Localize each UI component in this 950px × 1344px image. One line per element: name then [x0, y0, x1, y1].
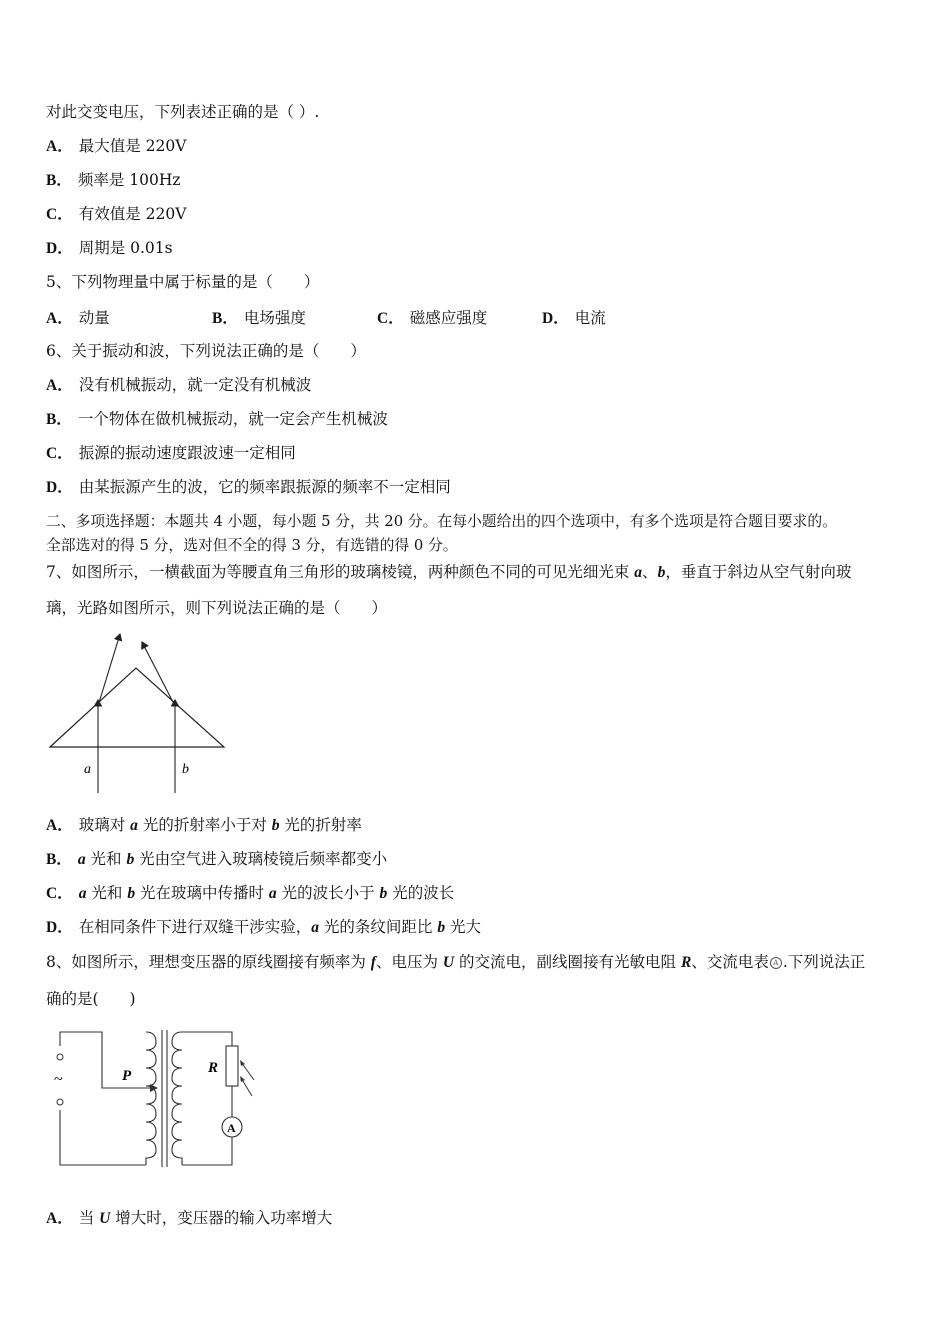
var-b: b — [379, 885, 388, 902]
secondary-return-wire — [182, 1137, 232, 1165]
q6-stem: 6、关于振动和波，下列说法正确的是（ ） — [46, 342, 366, 360]
option-key: B． — [46, 851, 72, 868]
q5-option-d — [542, 307, 606, 330]
option-text: 有效值是 220V — [78, 205, 187, 223]
option-text: 光的折射率 — [279, 816, 362, 834]
option-key: D． — [542, 310, 569, 327]
q6-option-d — [46, 476, 451, 499]
var-a: a — [77, 851, 86, 868]
section-2-instructions-line1: 二、多项选择题：本题共 4 小题，每小题 5 分，共 20 分。在每小题给出的四个选项中，有多个选项是符合题目要求的。 — [46, 513, 837, 530]
q4-option-d — [46, 237, 173, 260]
secondary-wire — [182, 1032, 232, 1046]
option-text: 玻璃对 — [78, 816, 131, 834]
photoresistor — [226, 1046, 238, 1086]
q8-option-a — [46, 1207, 332, 1230]
primary-coil — [146, 1032, 156, 1165]
var-b: b — [657, 564, 666, 581]
option-text: 一个物体在做机械振动，就一定会产生机械波 — [77, 410, 388, 428]
option-text: 由某振源产生的波，它的频率跟振源的频率不一定相同 — [78, 478, 451, 496]
option-key: C． — [46, 206, 73, 223]
q6-option-a — [46, 374, 311, 397]
var-a: a — [311, 919, 319, 936]
option-text: 电场强度 — [243, 309, 306, 327]
ac-symbol: ~ — [54, 1071, 63, 1088]
light-arrowhead-1 — [240, 1060, 245, 1066]
option-text: 光的波长 — [387, 884, 455, 902]
var-b: b — [271, 817, 280, 834]
option-key: A． — [46, 138, 73, 155]
stem-sep: 、 — [642, 563, 658, 581]
var-r: R — [680, 954, 692, 971]
option-key: C． — [377, 310, 404, 327]
primary-return-wire — [60, 1110, 146, 1165]
stem-text: .下列说法正 — [782, 953, 866, 971]
var-f: f — [370, 954, 376, 971]
transformer-figure — [42, 1022, 272, 1177]
option-key: B． — [212, 310, 238, 327]
prism-triangle — [50, 668, 224, 747]
secondary-coil — [172, 1032, 182, 1165]
option-text: 光的折射率小于对 — [137, 816, 272, 834]
option-text: 振源的振动速度跟波速一定相同 — [78, 444, 296, 462]
label-r: R — [208, 1060, 219, 1076]
option-key: D． — [46, 240, 73, 257]
option-text: 光由空气进入玻璃棱镜后频率都变小 — [134, 850, 388, 868]
q4-stem: 对此交变电压，下列表述正确的是（ ）. — [46, 103, 320, 121]
option-text: 最大值是 220V — [78, 137, 187, 155]
q7-option-c — [46, 882, 454, 905]
q8-stem-line1 — [46, 951, 865, 974]
ammeter-symbol-icon: A — [770, 957, 782, 969]
option-text: 光和 — [85, 850, 127, 868]
label-p: P — [122, 1068, 132, 1084]
option-key: A． — [46, 377, 73, 394]
q8-stem-line2: 确的是( ) — [46, 990, 136, 1008]
stem-text: 8、如图所示，理想变压器的原线圈接有频率为 — [46, 953, 371, 971]
q7-option-b — [46, 848, 387, 871]
ray-a-refracted — [98, 634, 120, 706]
ray-b-refracted — [142, 642, 175, 706]
ac-terminal-top — [57, 1054, 63, 1060]
option-key: A． — [46, 817, 73, 834]
var-b: b — [126, 851, 135, 868]
option-text: 磁感应强度 — [409, 309, 488, 327]
var-b: b — [437, 919, 446, 936]
ac-terminal-bottom — [57, 1099, 63, 1105]
q5-option-b — [212, 307, 306, 330]
option-key: C． — [46, 445, 73, 462]
option-text: 当 — [78, 1209, 100, 1227]
option-key: C． — [46, 885, 73, 902]
primary-wire — [60, 1032, 150, 1088]
var-u: U — [99, 1210, 111, 1227]
q4-option-b — [46, 169, 181, 192]
var-u: U — [442, 954, 455, 971]
option-text: 增大时，变压器的输入功率增大 — [110, 1209, 333, 1227]
stem-text: ，垂直于斜边从空气射向玻 — [665, 563, 852, 581]
option-key: B． — [46, 172, 72, 189]
option-text: 光的波长小于 — [276, 884, 380, 902]
option-text: 电流 — [574, 309, 606, 327]
option-text: 动量 — [78, 309, 110, 327]
option-text: 光的条纹间距比 — [318, 918, 438, 936]
option-key: D． — [46, 919, 73, 936]
light-arrowhead-2 — [240, 1076, 245, 1082]
q4-option-c — [46, 203, 186, 226]
q6-option-c — [46, 442, 296, 465]
stem-text: 7、如图所示，一横截面为等腰直角三角形的玻璃棱镜，两种颜色不同的可见光细光束 — [46, 563, 635, 581]
label-b: b — [182, 762, 189, 777]
stem-text: 、交流电表 — [691, 953, 769, 971]
var-a: a — [78, 885, 87, 902]
var-a: a — [634, 564, 643, 581]
option-key: D． — [46, 479, 73, 496]
stem-text: 的交流电，副线圈接有光敏电阻 — [454, 953, 681, 971]
q7-stem-line1 — [46, 561, 851, 584]
q5-option-c — [377, 307, 487, 330]
var-a: a — [130, 817, 138, 834]
section-2-instructions-line2: 全部选对的得 5 分，选对但不全的得 3 分，有选错的得 0 分。 — [46, 537, 458, 554]
q4-option-a — [46, 135, 186, 158]
option-text: 频率是 100Hz — [77, 171, 181, 189]
option-key: B． — [46, 411, 72, 428]
var-a: a — [268, 885, 277, 902]
option-text: 没有机械振动，就一定没有机械波 — [78, 376, 312, 394]
q7-option-d — [46, 916, 481, 939]
prism-figure — [40, 628, 240, 798]
q7-stem-line2: 璃，光路如图所示，则下列说法正确的是（ ） — [46, 599, 388, 617]
q5-stem: 5、下列物理量中属于标量的是（ ） — [46, 273, 320, 291]
q6-option-b — [46, 408, 388, 431]
q5-option-a — [46, 307, 110, 330]
q7-option-a — [46, 814, 362, 837]
option-text: 在相同条件下进行双缝干涉实验， — [78, 918, 312, 936]
option-text: 光大 — [445, 918, 482, 936]
option-text: 周期是 0.01s — [78, 239, 173, 257]
option-key: A． — [46, 310, 73, 327]
var-b: b — [127, 885, 136, 902]
option-text: 光和 — [86, 884, 128, 902]
label-ammeter: A — [227, 1121, 236, 1135]
option-key: A． — [46, 1210, 73, 1227]
label-a: a — [84, 762, 91, 777]
stem-text: 、电压为 — [375, 953, 443, 971]
option-text: 光在玻璃中传播时 — [135, 884, 269, 902]
